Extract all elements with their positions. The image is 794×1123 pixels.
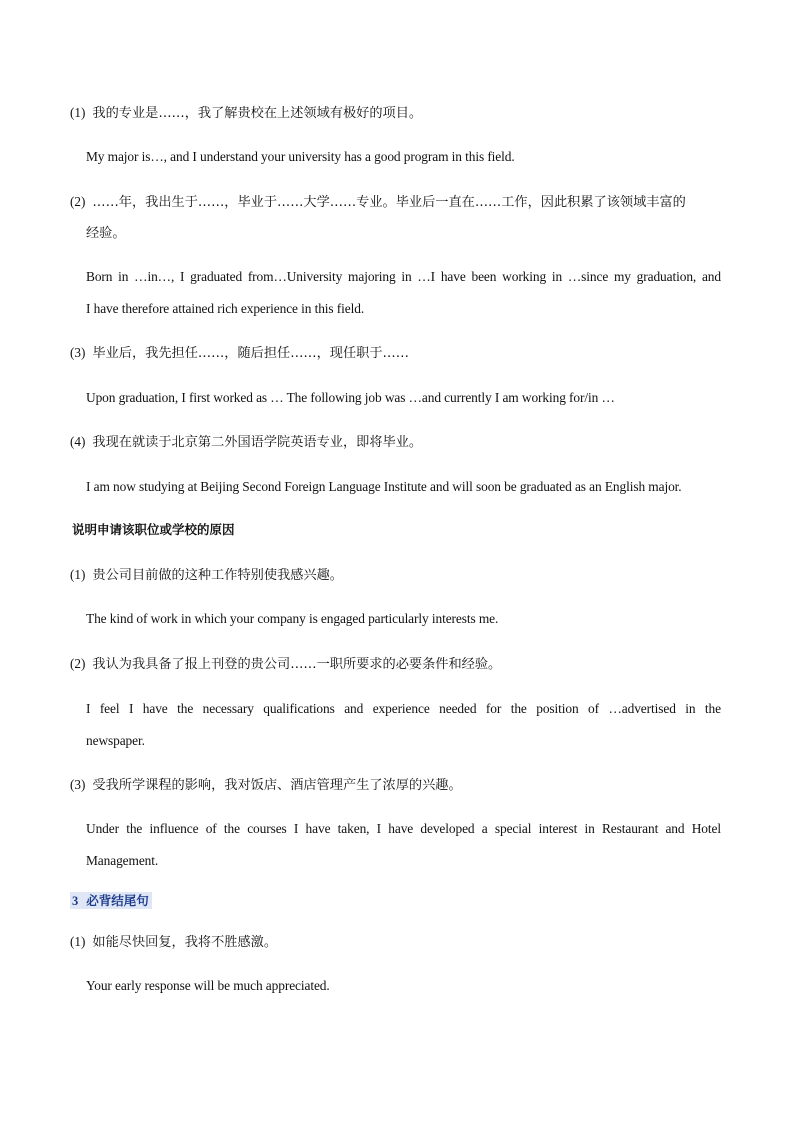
item-number: (1) <box>70 105 86 120</box>
section-heading-closing <box>70 892 152 910</box>
item-born-cn-cont: 经验。 <box>86 226 126 241</box>
item-text: 我认为我具备了报上刊登的贵公司……一职所要求的必要条件和经验。 <box>92 657 502 672</box>
item-grad-cn <box>70 344 409 363</box>
item-text: 受我所学课程的影响，我对饭店、酒店管理产生了浓厚的兴趣。 <box>92 778 462 793</box>
section-title: 必背结尾句 <box>86 893 149 908</box>
closing-1-en: Your early response will be much appreciated. <box>86 978 330 993</box>
reason-3-en: Under the influence of the courses I have taken, I have developed a special interest in Restaurant and Hotel <box>86 821 721 836</box>
reason-2-en-cont: newspaper. <box>86 733 145 748</box>
section-number: 3 <box>72 894 79 908</box>
item-text: 我的专业是……，我了解贵校在上述领域有极好的项目。 <box>92 106 423 121</box>
item-number: (4) <box>70 434 86 449</box>
item-text: 我现在就读于北京第二外国语学院英语专业，即将毕业。 <box>92 435 423 450</box>
item-text: 毕业后，我先担任……，随后担任……，现任职于…… <box>92 346 409 361</box>
item-study-cn <box>70 433 422 452</box>
item-number: (1) <box>70 567 86 582</box>
reason-2-cn <box>70 655 501 674</box>
item-number: (2) <box>70 656 86 671</box>
item-study-en: I am now studying at Beijing Second Foreign Language Institute and will soon be graduated as an English major. <box>86 479 682 494</box>
item-number: (3) <box>70 345 86 360</box>
reason-2-en: I feel I have the necessary qualifications and experience needed for the position of …advertised in the <box>86 701 721 716</box>
item-grad-en: Upon graduation, I first worked as … The following job was …and currently I am working for/in … <box>86 390 615 405</box>
reason-1-cn <box>70 566 343 585</box>
item-number: (2) <box>70 194 86 209</box>
reason-3-en-cont: Management. <box>86 853 159 868</box>
item-text: ……年，我出生于……，毕业于……大学……专业。毕业后一直在……工作，因此积累了该领域丰富的 <box>92 195 686 210</box>
item-text: 如能尽快回复，我将不胜感激。 <box>92 935 278 950</box>
item-number: (1) <box>70 934 86 949</box>
item-text: 贵公司目前做的这种工作特别使我感兴趣。 <box>92 568 343 583</box>
section-heading-reasons: 说明申请该职位或学校的原因 <box>72 522 235 537</box>
item-major-cn <box>70 104 422 123</box>
item-number: (3) <box>70 777 86 792</box>
item-born-en: Born in …in…, I graduated from…University majoring in …I have been working in …since my graduation, and <box>86 269 721 284</box>
item-major-en: My major is…, and I understand your university has a good program in this field. <box>86 149 515 164</box>
item-born-en-cont: I have therefore attained rich experience in this field. <box>86 301 365 316</box>
reason-3-cn <box>70 776 462 795</box>
reason-1-en: The kind of work in which your company is engaged particularly interests me. <box>86 611 499 626</box>
highlighted-section-title <box>70 892 152 909</box>
closing-1-cn <box>70 933 277 952</box>
item-born-cn <box>70 193 686 212</box>
